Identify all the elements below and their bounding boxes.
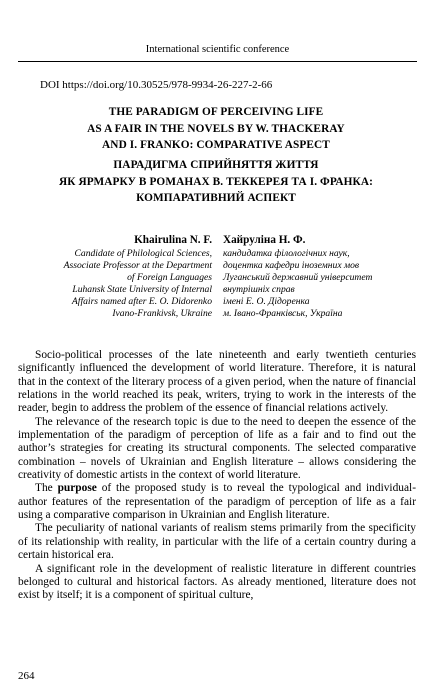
doi-line: DOI https://doi.org/10.30525/978-9934-26-227-2-66 [40, 79, 273, 91]
title-ua-line: КОМПАРАТИВНИЙ АСПЕКТ [136, 192, 296, 204]
body-paragraph: Socio-political processes of the late nineteenth and early twentieth centuries significantly influenced the development of world literature. Therefore, it is natural that in the context of the literary process of a given period, when the nature of financial relations in the world reached its peak, writers, trying to work in the interests of the reader, begin to address the problem of the essence of financial relations actively. [18, 349, 416, 415]
affiliation-line: м. Івано-Франківськ, Україна [223, 308, 343, 319]
purpose-keyword: purpose [57, 482, 97, 495]
page-number: 264 [18, 670, 35, 682]
article-title-ua [40, 157, 392, 207]
author-block-ua [223, 233, 423, 320]
purpose-lead: The [35, 482, 58, 495]
body-paragraph-purpose [18, 482, 416, 522]
author-block-en [20, 233, 212, 320]
title-ua-line: ПАРАДИГМА СПРИЙНЯТТЯ ЖИТТЯ [113, 159, 319, 171]
body-paragraph: The peculiarity of national variants of realism stems primarily from the specificity of its relationship with reality, in particular with the life of a certain country during a certain historical era. [18, 522, 416, 562]
author-name-en: Khairulina N. F. [134, 234, 212, 246]
affiliation-line: Луганський державний університет [223, 272, 373, 283]
body-paragraph: A significant role in the development of realistic literature in different countries belonged to cultural and historical factors. As already mentioned, literature does not exist by itself; it is a component of spiritual culture, [18, 562, 416, 602]
author-name-ua: Хайруліна Н. Ф. [223, 234, 306, 246]
title-en-line: THE PARADIGM OF PERCEIVING LIFE [108, 106, 324, 118]
title-en-line: AND I. FRANKO: COMPARATIVE ASPECT [102, 139, 330, 151]
article-title-en [40, 104, 392, 154]
affiliation-line: of Foreign Languages [127, 272, 212, 283]
title-ua-line: ЯК ЯРМАРКУ В РОМАНАХ В. ТЕККЕРЕЯ ТА І. ФРАНКА: [59, 175, 373, 188]
affiliation-line: доцентка кафедри іноземних мов [223, 260, 360, 271]
affiliation-line: Associate Professor at the Department [63, 260, 212, 271]
affiliation-line: кандидатка філологічних наук, [223, 248, 350, 259]
body-paragraph: The relevance of the research topic is due to the need to deepen the essence of the implementation of the paradigm of perception of life as a fair and to find out the author’s strategies for creating its structural components. The selected comparative combination – novels of Ukrainian and English literature – allows considering the creativity of domestic artists in the context of world literature. [18, 415, 416, 482]
running-header: International scientific conference [145, 44, 290, 55]
purpose-text: of the proposed study is to reveal the typological and individual-author features of the representation of the paradigm of perception of life as a fair using a comparative comparison in Ukrainian and English literature. [18, 482, 416, 522]
header-rule [18, 61, 417, 62]
affiliation-line: Ivano-Frankivsk, Ukraine [112, 308, 212, 319]
affiliation-line: внутрішніх справ [223, 284, 295, 295]
affiliation-line: імені Е. О. Дідоренка [223, 296, 310, 307]
affiliation-line: Luhansk State University of Internal [72, 284, 212, 295]
affiliation-line: Candidate of Philological Sciences, [74, 248, 212, 259]
affiliation-line: Affairs named after E. O. Didorenko [71, 296, 212, 307]
article-body [18, 349, 416, 603]
title-en-line: AS A FAIR IN THE NOVELS BY W. THACKERAY [87, 122, 345, 135]
